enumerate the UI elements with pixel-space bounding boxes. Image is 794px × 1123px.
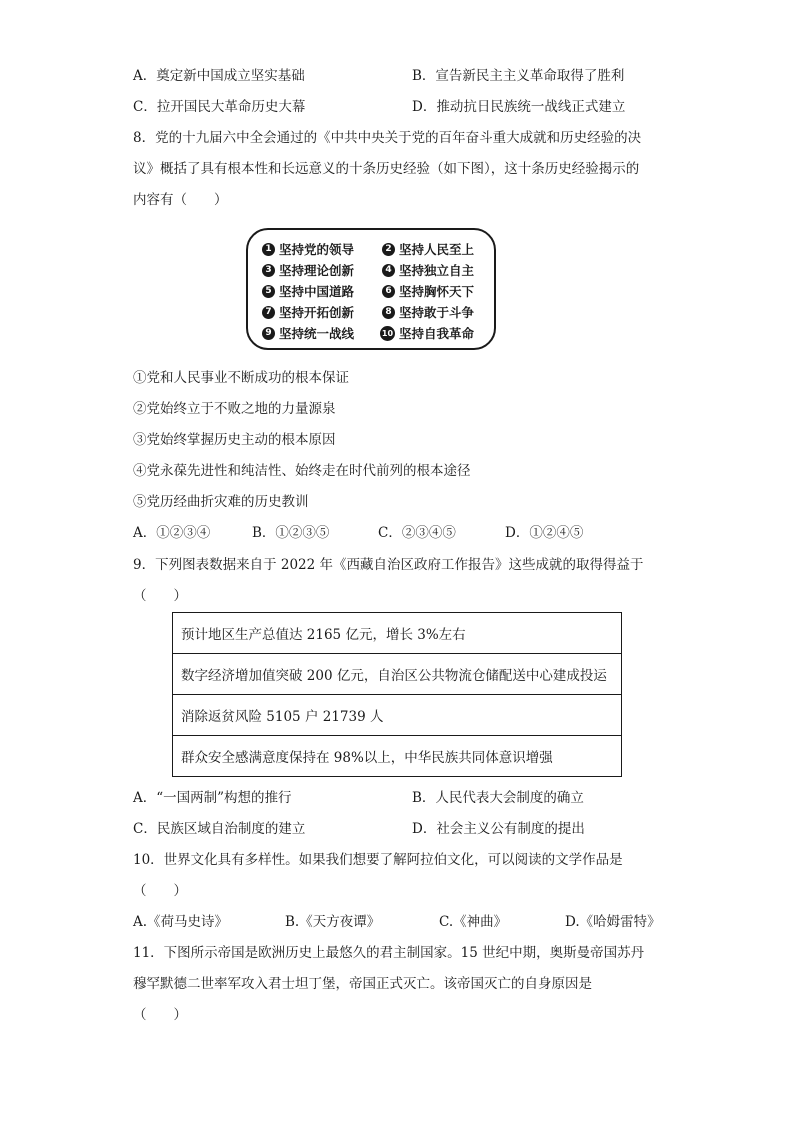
experience-item <box>262 303 354 321</box>
q11-stem-line2: 穆罕默德二世率军攻入君士坦丁堡，帝国正式灭亡。该帝国灭亡的自身原因是 <box>133 976 592 992</box>
q9-option-a: A．“一国两制”构想的推行 <box>133 790 292 806</box>
experience-item <box>262 324 354 342</box>
q10-stem-line1: 10．世界文化具有多样性。如果我们想要了解阿拉伯文化，可以阅读的文学作品是 <box>133 852 623 868</box>
q8-statement-5: ⑤党历经曲折灾难的历史教训 <box>133 494 309 510</box>
q8-statement-4: ④党永葆先进性和纯洁性、始终走在时代前列的根本途径 <box>133 463 471 479</box>
q10-option-a: A.《荷马史诗》 <box>133 914 229 930</box>
q9-option-c: C．民族区域自治制度的建立 <box>133 821 306 837</box>
q8-stem-line3: 内容有（ ） <box>133 192 228 208</box>
table-row <box>173 613 622 654</box>
experience-item <box>382 240 474 258</box>
q10-stem-line2: （ ） <box>133 883 187 899</box>
q8-statement-1: ①党和人民事业不断成功的根本保证 <box>133 370 349 386</box>
experience-item <box>262 261 354 279</box>
experience-number: 7 <box>262 306 275 319</box>
experience-text: 坚持中国道路 <box>279 284 355 299</box>
q11-stem-line3: （ ） <box>133 1007 187 1023</box>
q8-statement-3: ③党始终掌握历史主动的根本原因 <box>133 432 336 448</box>
q8-stem-line1: 8．党的十九届六中全会通过的《中共中央关于党的百年奋斗重大成就和历史经验的决 <box>133 130 642 146</box>
q8-option-b: B．①②③⑤ <box>252 525 330 541</box>
q7-option-b: B．宣告新民主主义革命取得了胜利 <box>412 68 625 84</box>
experience-text: 坚持理论创新 <box>279 263 355 278</box>
experience-item <box>262 240 354 258</box>
experience-text: 坚持独立自主 <box>399 263 475 278</box>
q9-stem-line1: 9．下列图表数据来自于 2022 年《西藏自治区政府工作报告》这些成就的取得得益于 <box>133 557 644 573</box>
q10-option-d: D.《哈姆雷特》 <box>565 914 661 930</box>
experience-text: 坚持开拓创新 <box>279 305 355 320</box>
table-row <box>173 695 622 736</box>
q9-stem-line2: （ ） <box>133 588 187 604</box>
experience-item <box>382 261 474 279</box>
table-row <box>173 654 622 695</box>
experience-number: 1 <box>262 243 275 256</box>
experience-number: 10 <box>380 326 395 341</box>
ten-experiences-box <box>246 228 496 350</box>
table-cell: 预计地区生产总值达 2165 亿元，增长 3%左右 <box>173 613 622 654</box>
q8-option-a: A．①②③④ <box>133 525 211 541</box>
experience-number: 4 <box>382 264 395 277</box>
q8-statement-2: ②党始终立于不败之地的力量源泉 <box>133 401 336 417</box>
experience-number: 3 <box>262 264 275 277</box>
q9-option-d: D．社会主义公有制度的提出 <box>412 821 585 837</box>
table-cell: 群众安全感满意度保持在 98%以上，中华民族共同体意识增强 <box>173 736 622 777</box>
experience-text: 坚持人民至上 <box>399 242 475 257</box>
q9-data-table <box>172 612 622 777</box>
experience-text: 坚持自我革命 <box>399 326 475 341</box>
experience-item <box>262 282 354 300</box>
experience-number: 8 <box>382 306 395 319</box>
experience-item <box>382 282 474 300</box>
experience-item <box>380 324 474 342</box>
experience-text: 坚持党的领导 <box>279 242 355 257</box>
q8-stem-line2: 议》概括了具有根本性和长远意义的十条历史经验（如下图），这十条历史经验揭示的 <box>133 161 640 177</box>
q10-option-c: C.《神曲》 <box>439 914 508 930</box>
q8-option-d: D．①②④⑤ <box>505 525 584 541</box>
q7-option-a: A．奠定新中国成立坚实基础 <box>133 68 305 84</box>
table-cell: 数字经济增加值突破 200 亿元，自治区公共物流仓储配送中心建成投运 <box>173 654 622 695</box>
experience-number: 2 <box>382 243 395 256</box>
q11-stem-line1: 11．下图所示帝国是欧洲历史上最悠久的君主制国家。15 世纪中期，奥斯曼帝国苏丹 <box>133 945 645 961</box>
q10-option-b: B.《天方夜谭》 <box>285 914 381 930</box>
experience-text: 坚持统一战线 <box>279 326 355 341</box>
experience-item <box>382 303 474 321</box>
table-row <box>173 736 622 777</box>
q8-option-c: C．②③④⑤ <box>378 525 456 541</box>
experience-text: 坚持敢于斗争 <box>399 305 475 320</box>
table-cell: 消除返贫风险 5105 户 21739 人 <box>173 695 622 736</box>
q7-option-c: C．拉开国民大革命历史大幕 <box>133 99 306 115</box>
q7-option-d: D．推动抗日民族统一战线正式建立 <box>412 99 626 115</box>
experience-number: 5 <box>262 285 275 298</box>
experience-number: 6 <box>382 285 395 298</box>
experience-text: 坚持胸怀天下 <box>399 284 475 299</box>
experience-number: 9 <box>262 327 275 340</box>
q9-option-b: B．人民代表大会制度的确立 <box>412 790 584 806</box>
